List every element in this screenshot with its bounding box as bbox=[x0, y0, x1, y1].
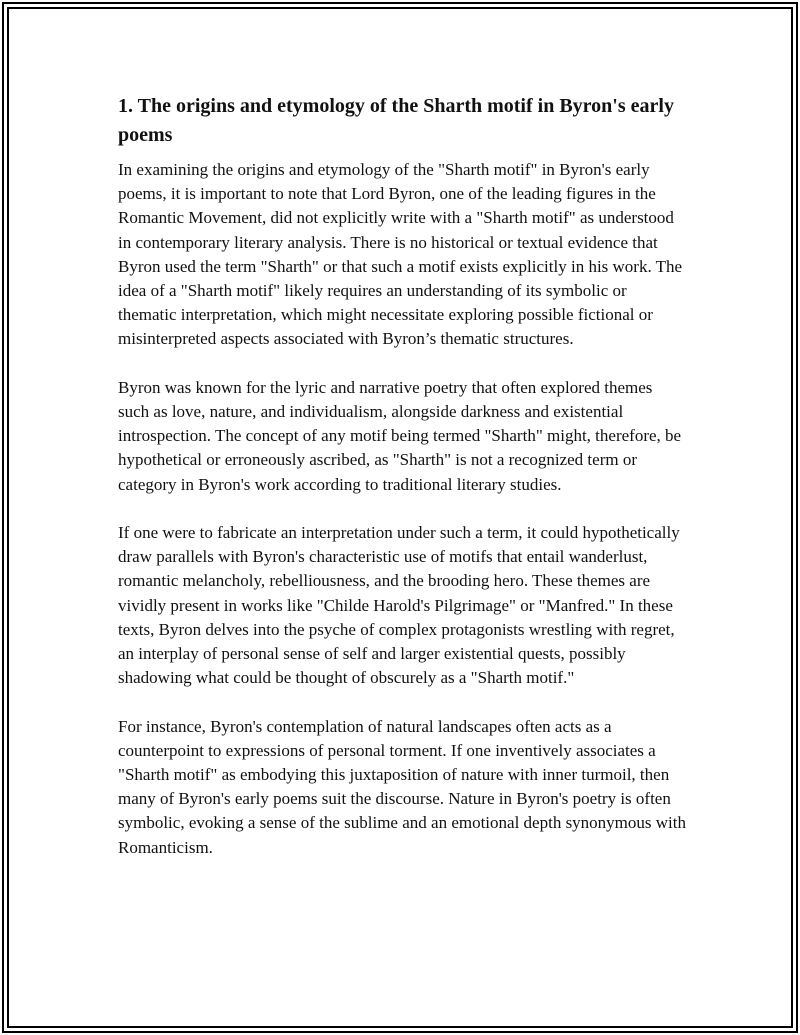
paragraph-2: Byron was known for the lyric and narrative poetry that often explored themes such as love, nature, and individualism, alongside darkness and existential introspection. The concept of any motif being termed "Sharth" might, therefore, be hypothetical or erroneously ascribed, as "Sharth" is not a recognized term or category in Byron's work according to traditional literary studies. bbox=[118, 377, 682, 494]
paragraph-3: If one were to fabricate an interpretation under such a term, it could hypothetically draw parallels with Byron's characteristic use of motifs that entail wanderlust, romantic melancholy, rebelliousness, and the brooding hero. These themes are vividly present in works like "Childe Harold's Pilgrimage" or "Manfred." In these texts, Byron delves into the psyche of complex protagonists wrestling with regret, an interplay of personal sense of self and larger existential quests, possibly shadowing what could be thought of obscurely as a "Sharth motif." bbox=[118, 523, 680, 688]
paragraph-4: For instance, Byron's contemplation of natural landscapes often acts as a counterpoint to expressions of personal torment. If one inventively associates a "Sharth motif" as embodying this juxtaposition of nature with inner turmoil, then many of Byron's early poems suit the discourse. Nature in Byron's poetry is often symbolic, evoking a sense of the sublime and an emotional depth synonymous with Romanticism. bbox=[118, 716, 686, 857]
document-body bbox=[118, 92, 686, 884]
paragraph-1: In examining the origins and etymology of the "Sharth motif" in Byron's early poems, it is important to note that Lord Byron, one of the leading figures in the Romantic Movement, did not explicitly write with a "Sharth motif" as understood in contemporary literary analysis. There is no historical or textual evidence that Byron used the term "Sharth" or that such a motif exists explicitly in his work. The idea of a "Sharth motif" likely requires an understanding of its symbolic or thematic interpretation, which might necessitate exploring possible fictional or misinterpreted aspects associated with Byron’s thematic structures. bbox=[118, 160, 683, 349]
section-heading: 1. The origins and etymology of the Sharth motif in Byron's early poems bbox=[118, 95, 674, 146]
